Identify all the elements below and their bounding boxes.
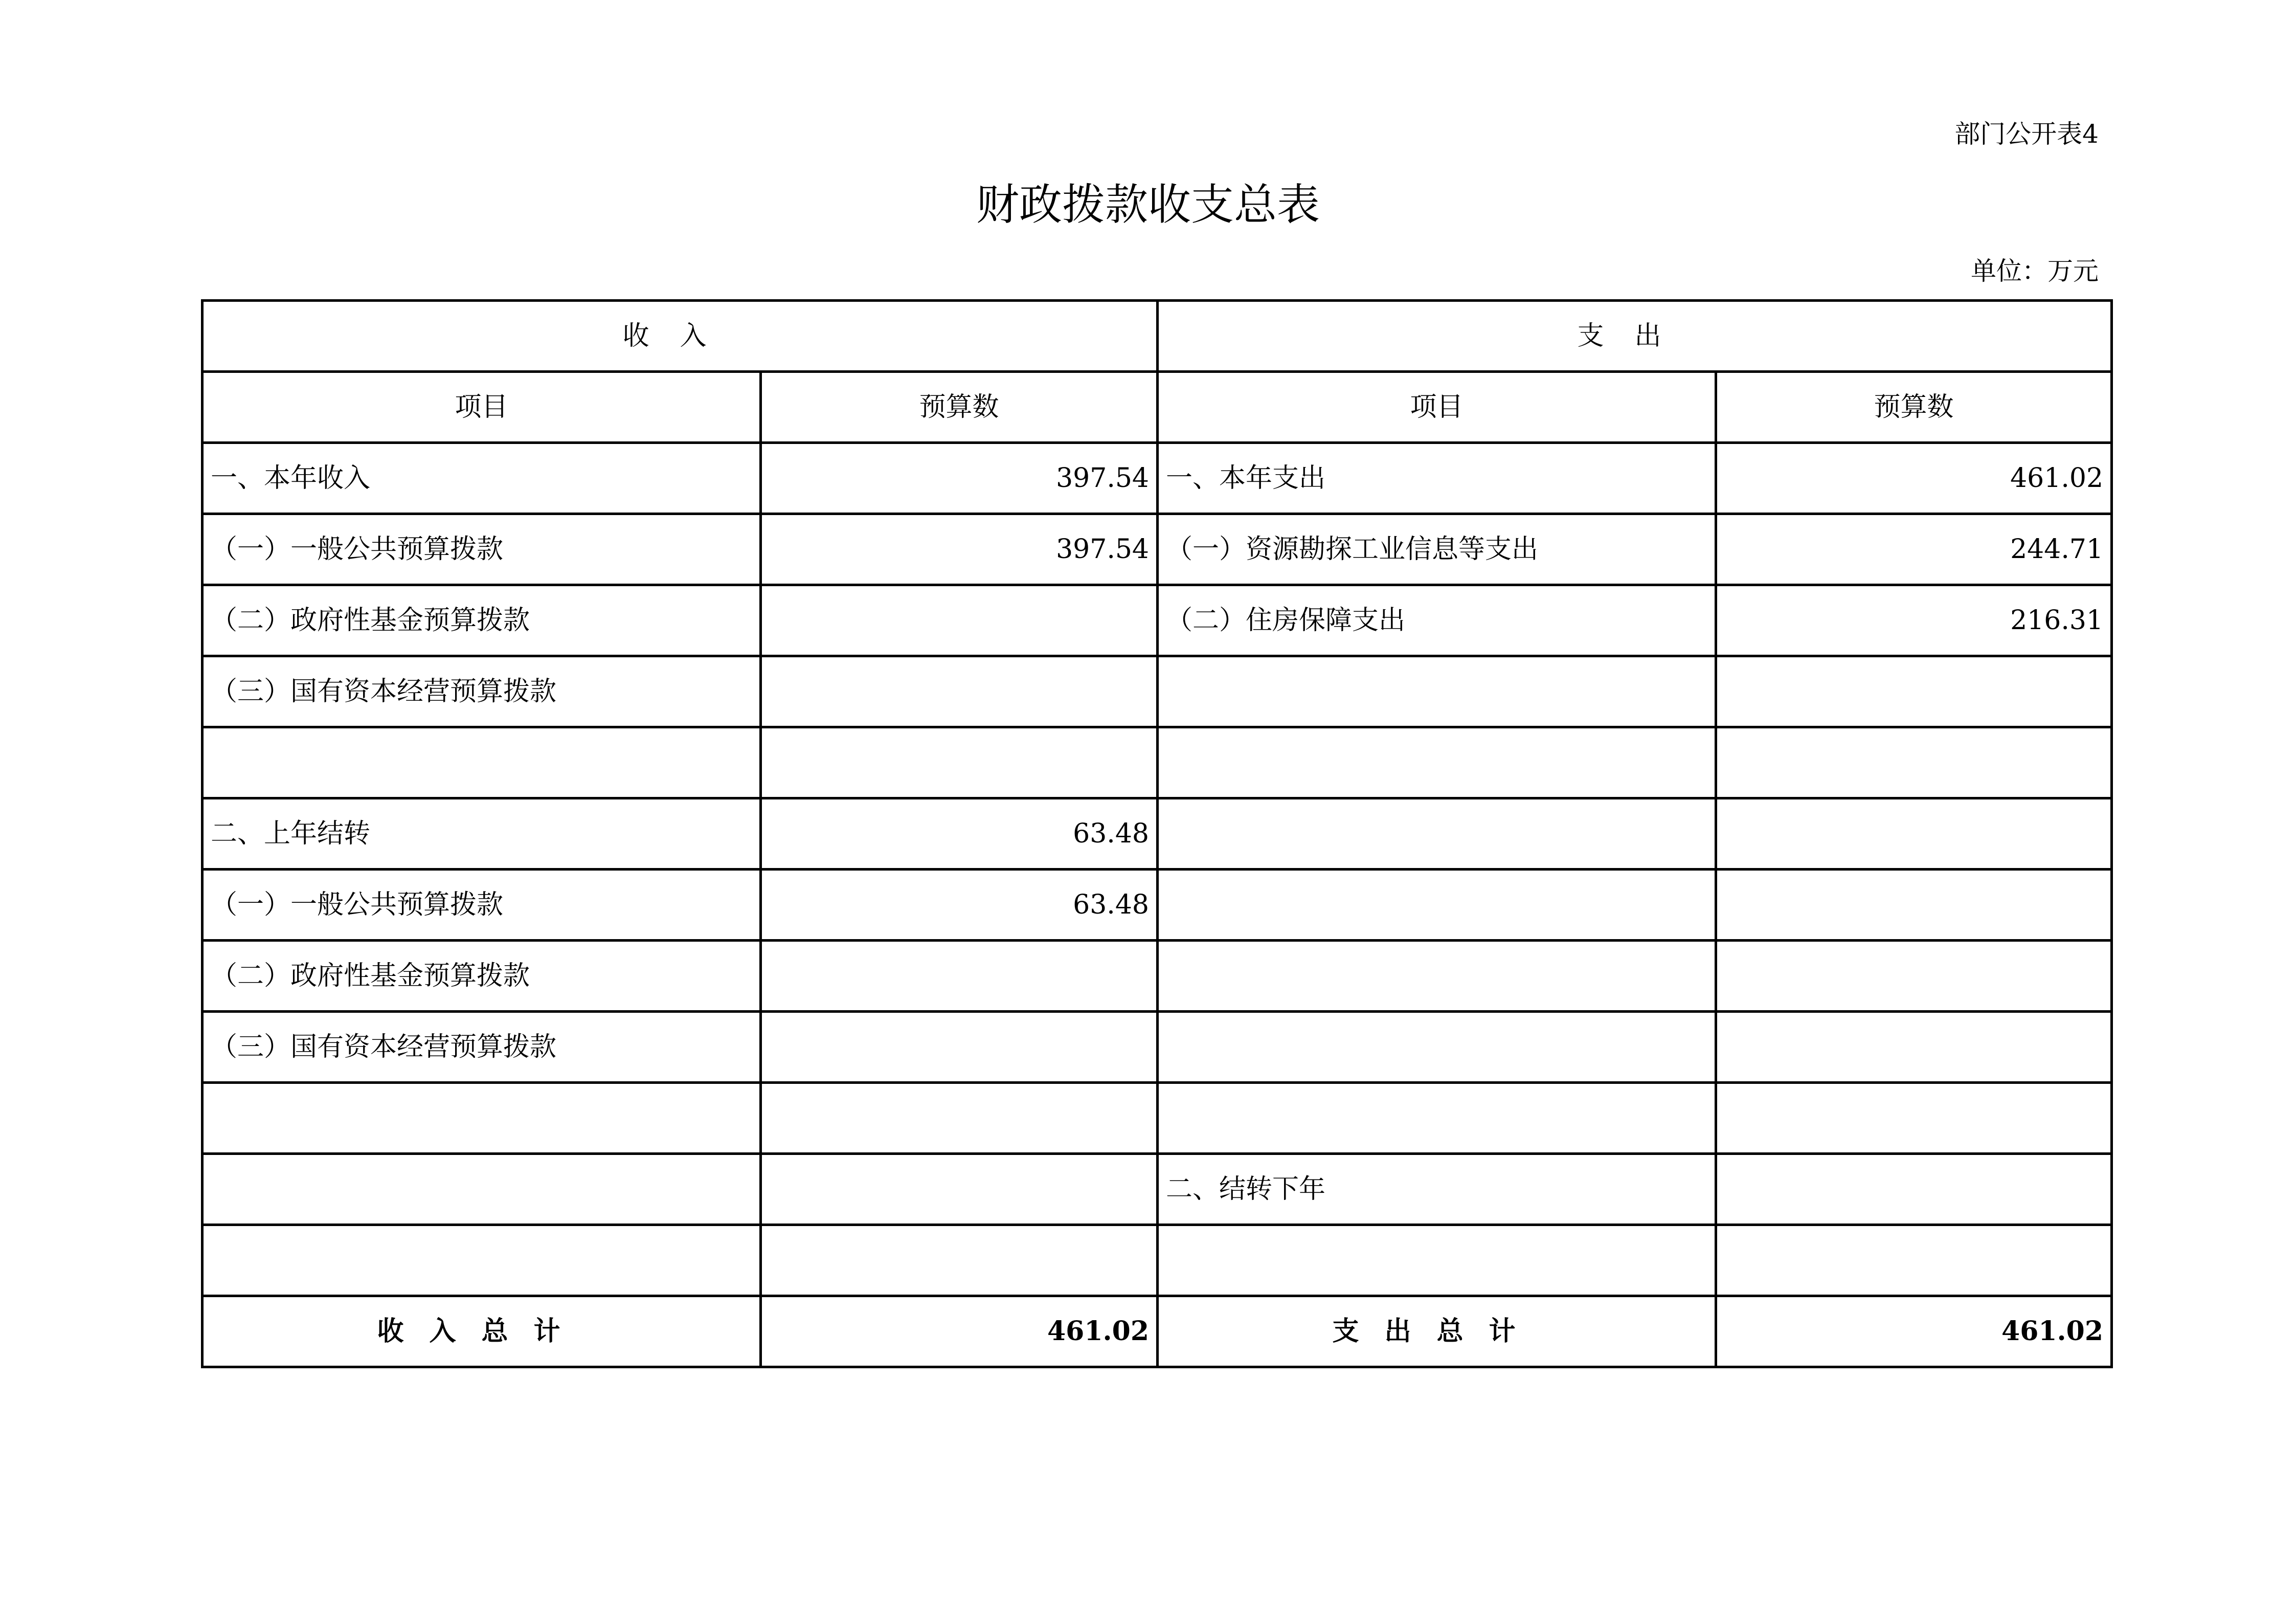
expense-value-cell — [1716, 870, 2112, 941]
income-item-cell: （二）政府性基金预算拨款 — [202, 941, 761, 1012]
totals-row — [202, 1296, 2112, 1367]
expense-value-cell — [1716, 656, 2112, 727]
expense-total-label: 支出总计 — [1158, 1296, 1716, 1367]
expense-heading: 支出 — [1158, 301, 2112, 372]
table-row — [202, 1154, 2112, 1225]
table-row — [202, 1225, 2112, 1296]
table-row — [202, 585, 2112, 656]
unit-label: 单位：万元 — [1971, 256, 2099, 286]
income-total-value: 461.02 — [761, 1296, 1158, 1367]
expense-value-cell — [1716, 1154, 2112, 1225]
expense-item-cell — [1158, 1083, 1716, 1154]
expense-value-cell — [1716, 941, 2112, 1012]
income-item-cell: 一、本年收入 — [202, 443, 761, 514]
income-value-cell: 63.48 — [761, 798, 1158, 870]
income-item-cell: （一）一般公共预算拨款 — [202, 514, 761, 585]
expense-value-cell — [1716, 1083, 2112, 1154]
income-value-cell — [761, 941, 1158, 1012]
expense-item-cell — [1158, 1225, 1716, 1296]
expense-item-cell: （一）资源勘探工业信息等支出 — [1158, 514, 1716, 585]
income-value-cell — [761, 727, 1158, 798]
income-value-cell: 397.54 — [761, 443, 1158, 514]
expense-item-cell — [1158, 656, 1716, 727]
expense-item-cell: 二、结转下年 — [1158, 1154, 1716, 1225]
document-code: 部门公开表4 — [1954, 119, 2099, 149]
table-row — [202, 941, 2112, 1012]
income-value-cell: 397.54 — [761, 514, 1158, 585]
expense-value-cell: 461.02 — [1716, 443, 2112, 514]
table-row — [202, 443, 2112, 514]
income-total-label: 收入总计 — [202, 1296, 761, 1367]
income-value-cell — [761, 1083, 1158, 1154]
income-value-cell — [761, 585, 1158, 656]
expense-item-cell: （二）住房保障支出 — [1158, 585, 1716, 656]
income-item-cell: （三）国有资本经营预算拨款 — [202, 1012, 761, 1083]
column-header-row — [202, 372, 2112, 443]
expense-item-cell — [1158, 870, 1716, 941]
income-item-cell — [202, 1154, 761, 1225]
income-value-cell — [761, 1225, 1158, 1296]
expense-item-cell — [1158, 1012, 1716, 1083]
expense-value-cell: 216.31 — [1716, 585, 2112, 656]
income-value-cell — [761, 1154, 1158, 1225]
expense-total-value: 461.02 — [1716, 1296, 2112, 1367]
expense-value-cell — [1716, 798, 2112, 870]
income-item-cell — [202, 1225, 761, 1296]
expense-item-cell — [1158, 798, 1716, 870]
budget-table — [201, 299, 2113, 1368]
expense-budget-header: 预算数 — [1716, 372, 2112, 443]
expense-value-cell — [1716, 1012, 2112, 1083]
table-row — [202, 1083, 2112, 1154]
income-value-cell — [761, 656, 1158, 727]
income-value-cell: 63.48 — [761, 870, 1158, 941]
table-row — [202, 798, 2112, 870]
income-item-cell: （二）政府性基金预算拨款 — [202, 585, 761, 656]
income-item-cell — [202, 1083, 761, 1154]
income-item-cell: （三）国有资本经营预算拨款 — [202, 656, 761, 727]
expense-item-header: 项目 — [1158, 372, 1716, 443]
table-row — [202, 727, 2112, 798]
expense-item-cell: 一、本年支出 — [1158, 443, 1716, 514]
income-item-cell: 二、上年结转 — [202, 798, 761, 870]
income-heading: 收入 — [202, 301, 1158, 372]
table-row — [202, 1012, 2112, 1083]
income-item-header: 项目 — [202, 372, 761, 443]
table-row — [202, 656, 2112, 727]
income-value-cell — [761, 1012, 1158, 1083]
expense-value-cell: 244.71 — [1716, 514, 2112, 585]
income-item-cell: （一）一般公共预算拨款 — [202, 870, 761, 941]
section-header-row — [202, 301, 2112, 372]
table-row — [202, 514, 2112, 585]
income-item-cell — [202, 727, 761, 798]
income-budget-header: 预算数 — [761, 372, 1158, 443]
expense-item-cell — [1158, 727, 1716, 798]
table-row — [202, 870, 2112, 941]
expense-item-cell — [1158, 941, 1716, 1012]
page-title: 财政拨款收支总表 — [976, 180, 1320, 230]
expense-value-cell — [1716, 1225, 2112, 1296]
expense-value-cell — [1716, 727, 2112, 798]
